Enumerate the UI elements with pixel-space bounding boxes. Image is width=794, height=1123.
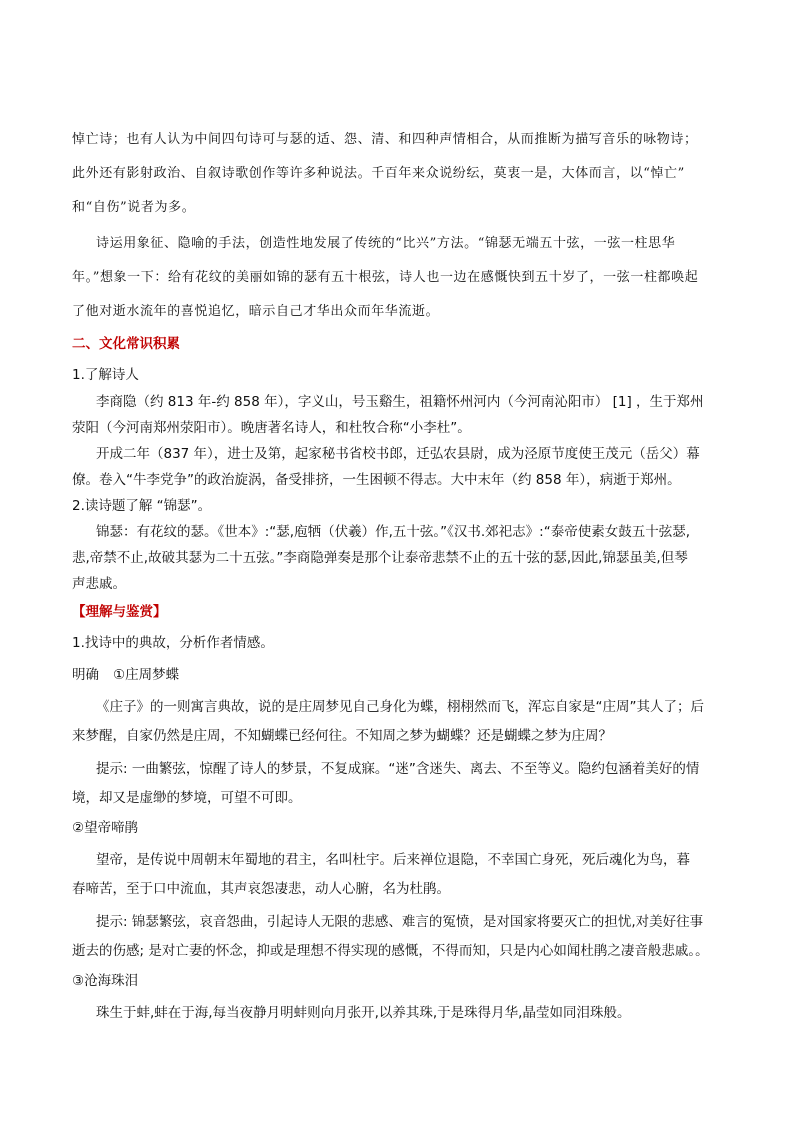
q1-t2-line1: 提示: 锦瑟繁弦，哀音怨曲，引起诗人无限的悲感、难言的冤愤，是对国家将要灭亡的担忧,对美好往事 xyxy=(96,914,704,930)
q1-s3-line1: 珠生于蚌,蚌在于海,每当夜静月明蚌则向月张开,以养其珠,于是珠得月华,晶莹如同泪珠般。 xyxy=(96,1005,631,1021)
q1-t2-line2: 逝去的伤感; 是对亡妻的怀念，抑或是理想不得实现的感慨，不得而知，只是内心如闻杜鹃之凄音般悲戚。。 xyxy=(72,943,709,959)
item1-p2-line2: 僚。卷入“牛李党争”的政治旋涡，备受排挤，一生困顿不得志。大中末年（约 858 年），病逝于郑州。 xyxy=(72,472,681,488)
q1-answer-row xyxy=(72,663,179,683)
item2-line2: 悲,帝禁不止,故破其瑟为二十五弦。”李商隐弹奏是那个让泰帝悲禁不止的五十弦的瑟,因此,锦瑟虽美,但琴 xyxy=(72,550,688,566)
section3-heading: 【理解与鉴赏】 xyxy=(72,604,167,620)
item1-p1-line2: 荥阳（今河南郑州荥阳市）。晚唐著名诗人，和杜牧合称“小李杜”。 xyxy=(72,420,471,436)
para1-line1: 悼亡诗；也有人认为中间四句诗可与瑟的适、怨、清、和四种声情相合，从而推断为描写音乐的咏物诗； xyxy=(72,132,698,147)
para2-line1: 诗运用象征、隐喻的手法，创造性地发展了传统的“比兴”方法。“锦瑟无端五十弦，一弦一柱思华 xyxy=(96,236,676,251)
q1-s2-line1: 望帝，是传说中周朝末年蜀地的君主，名叫杜宇。后来禅位退隐，不幸国亡身死，死后魂化为鸟，暮 xyxy=(96,852,690,868)
q1-sub1: ①庄周梦蝶 xyxy=(113,667,180,683)
para2-line2: 年。”想象一下：给有花纹的美丽如锦的瑟有五十根弦，诗人也一边在感慨快到五十岁了，一弦一柱都唤起 xyxy=(72,270,699,285)
para1-line2: 此外还有影射政治、自叙诗歌创作等许多种说法。千百年来众说纷纭，莫衷一是，大体而言，以“悼亡” xyxy=(72,166,685,181)
item1-title: 1.了解诗人 xyxy=(72,367,139,383)
item1-p1-line1: 李商隐（约 813 年-约 858 年），字义山，号玉谿生，祖籍怀州河内（今河南沁阳市） [1] ，生于郑州 xyxy=(96,394,704,410)
para2-line3: 了他对逝水流年的喜悦追忆，暗示自己才华出众而年华流逝。 xyxy=(72,304,440,319)
item1-p2-line1: 开成二年（837 年），进士及第，起家秘书省校书郎，迁弘农县尉，成为泾原节度使王茂元（岳父）幕 xyxy=(96,446,700,462)
q1-sub3: ③沧海珠泪 xyxy=(72,973,139,989)
q1-s2-line2: 春啼苦，至于口中流血，其声哀怨凄悲，动人心腑，名为杜鹃。 xyxy=(72,881,450,897)
q1-label: 明确 xyxy=(72,667,99,683)
item2-title: 2.读诗题了解 “锦瑟”。 xyxy=(72,498,212,514)
q1-sub2: ②望帝啼鹃 xyxy=(72,820,139,836)
q1-s1-line2: 来梦醒，自家仍然是庄周，不知蝴蝶已经何往。不知周之梦为蝴蝶？还是蝴蝶之梦为庄周？ xyxy=(72,728,612,744)
section2-heading: 二、文化常识积累 xyxy=(72,336,180,352)
q1-s1-line1: 《庄子》的一则寓言典故，说的是庄周梦见自己身化为蝶，栩栩然而飞，浑忘自家是“庄周”其人了；后 xyxy=(96,699,704,715)
q1-title: 1.找诗中的典故，分析作者情感。 xyxy=(72,635,274,651)
item2-line1: 锦瑟：有花纹的瑟。《世本》:“瑟,庖牺（伏羲）作,五十弦。”《汉书.郊祀志》:“泰帝使素女鼓五十弦瑟, xyxy=(96,524,690,540)
item2-line3: 声悲戚。 xyxy=(72,576,126,592)
q1-t1-line1: 提示: 一曲繁弦，惊醒了诗人的梦景，不复成寐。“迷”含迷失、离去、不至等义。隐约包涵着美好的情 xyxy=(96,761,700,777)
q1-t1-line2: 境，却又是虚缈的梦境，可望不可即。 xyxy=(72,790,302,806)
para1-line3: 和“自伤”说者为多。 xyxy=(72,200,196,215)
